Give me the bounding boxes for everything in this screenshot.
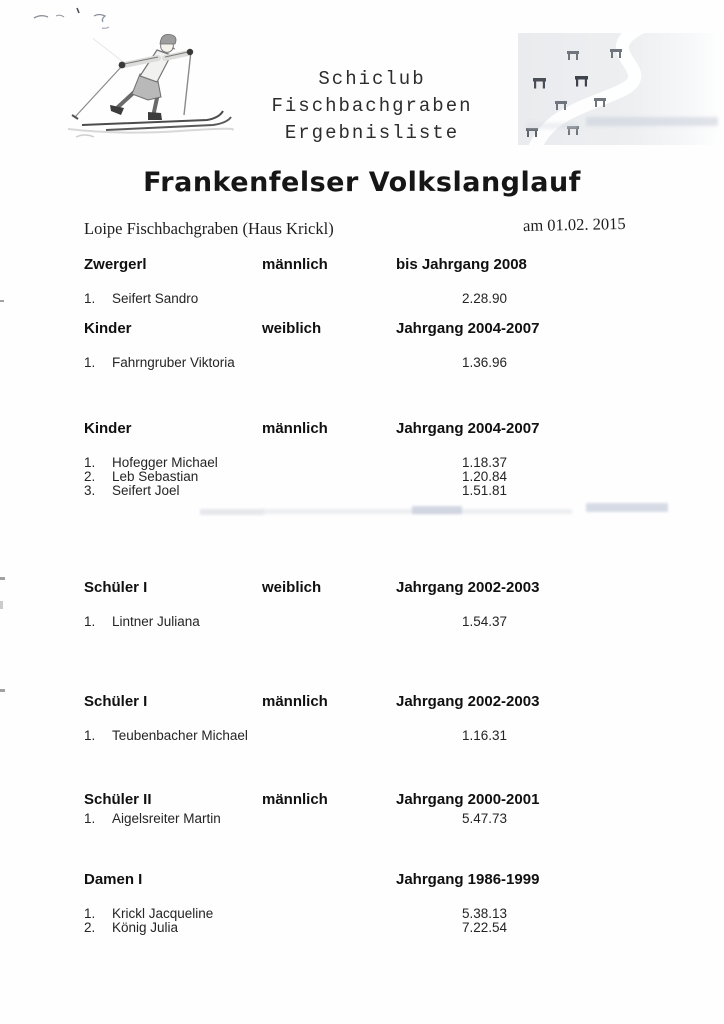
scan-edge-mark <box>0 577 5 580</box>
section-header <box>0 320 724 339</box>
result-section <box>0 320 724 369</box>
club-header-line: Fischbachgraben <box>271 95 473 117</box>
athlete-name: Seifert Sandro <box>112 291 199 306</box>
result-row <box>0 728 724 742</box>
result-time: 1.51.81 <box>462 483 508 498</box>
jahrgang-label: Jahrgang 2002-2003 <box>396 579 540 596</box>
category-label: Schüler I <box>84 579 148 596</box>
result-section <box>0 420 724 497</box>
rank-number: 1. <box>84 728 96 743</box>
club-header-line: Ergebnisliste <box>284 122 460 144</box>
jahrgang-label: bis Jahrgang 2008 <box>396 256 527 273</box>
result-row <box>0 614 724 628</box>
result-row <box>0 355 724 369</box>
rank-number: 2. <box>84 920 96 935</box>
category-label: Schüler II <box>84 791 152 808</box>
result-row <box>0 906 724 920</box>
jahrgang-label: Jahrgang 2000-2001 <box>396 791 540 808</box>
result-section <box>0 256 724 305</box>
result-row <box>0 455 724 469</box>
section-rows <box>0 811 724 825</box>
jahrgang-label: Jahrgang 1986-1999 <box>396 871 540 888</box>
category-label: Schüler I <box>84 693 148 710</box>
gender-label: männlich <box>262 256 328 273</box>
result-time: 1.36.96 <box>462 355 508 370</box>
jahrgang-label: Jahrgang 2004-2007 <box>396 420 540 437</box>
rank-number: 1. <box>84 614 96 629</box>
rank-number: 3. <box>84 483 96 498</box>
venue-label: Loipe Fischbachgraben (Haus Krickl) <box>84 219 334 238</box>
athlete-name: Hofegger Michael <box>112 455 218 470</box>
result-time: 1.54.37 <box>462 614 508 629</box>
result-section <box>0 871 724 934</box>
result-time: 7.22.54 <box>462 920 508 935</box>
result-time: 5.47.73 <box>462 811 508 826</box>
athlete-name: Teubenbacher Michael <box>112 728 248 743</box>
rank-number: 1. <box>84 455 96 470</box>
athlete-name: Aigelsreiter Martin <box>112 811 221 826</box>
athlete-name: Leb Sebastian <box>112 469 199 484</box>
section-header <box>0 256 724 275</box>
result-time: 1.20.84 <box>462 469 508 484</box>
athlete-name: König Julia <box>112 920 179 935</box>
result-time: 1.18.37 <box>462 455 508 470</box>
section-rows <box>0 614 724 628</box>
section-header <box>0 693 724 712</box>
result-time: 1.16.31 <box>462 728 508 743</box>
section-header <box>0 791 724 810</box>
athlete-name: Lintner Juliana <box>112 614 200 629</box>
section-header <box>0 420 724 439</box>
result-time: 2.28.90 <box>462 291 508 306</box>
gender-label: weiblich <box>262 320 322 337</box>
gender-label: weiblich <box>262 579 322 596</box>
section-header <box>0 871 724 890</box>
result-section <box>0 791 724 825</box>
result-row <box>0 469 724 483</box>
rank-number: 1. <box>84 291 96 306</box>
result-row <box>0 920 724 934</box>
section-header <box>0 579 724 598</box>
jahrgang-label: Jahrgang 2002-2003 <box>396 693 540 710</box>
result-row <box>0 811 724 825</box>
gender-label: männlich <box>262 693 328 710</box>
gender-label: männlich <box>262 791 328 808</box>
result-row <box>0 483 724 497</box>
scan-edge-mark <box>0 601 3 609</box>
category-label: Kinder <box>84 320 132 337</box>
jahrgang-label: Jahrgang 2004-2007 <box>396 320 540 337</box>
section-rows <box>0 291 724 305</box>
event-date: am 01.02. 2015 <box>522 213 626 236</box>
scan-edge-mark <box>0 689 5 692</box>
section-rows <box>0 455 724 497</box>
result-section <box>0 693 724 742</box>
scan-edge-mark <box>0 300 4 302</box>
athlete-name: Seifert Joel <box>112 483 180 498</box>
section-rows <box>0 728 724 742</box>
category-label: Zwergerl <box>84 256 147 273</box>
result-section <box>0 579 724 628</box>
section-rows <box>0 355 724 369</box>
result-row <box>0 291 724 305</box>
category-label: Damen I <box>84 871 143 888</box>
club-header-line: Schiclub <box>318 68 426 90</box>
athlete-name: Fahrngruber Viktoria <box>112 355 235 370</box>
rank-number: 2. <box>84 469 96 484</box>
section-rows <box>0 906 724 934</box>
rank-number: 1. <box>84 811 96 826</box>
rank-number: 1. <box>84 355 96 370</box>
result-time: 5.38.13 <box>462 906 508 921</box>
athlete-name: Krickl Jacqueline <box>112 906 214 921</box>
rank-number: 1. <box>84 906 96 921</box>
category-label: Kinder <box>84 420 132 437</box>
page-title: Frankenfelser Volkslanglauf <box>143 167 581 198</box>
gender-label: männlich <box>262 420 328 437</box>
